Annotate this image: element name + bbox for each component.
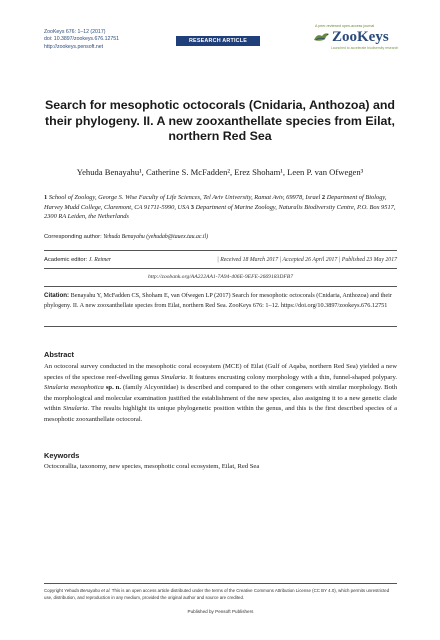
zookeys-logo-mark-icon — [313, 31, 331, 44]
author-list: Yehuda Benayahu¹, Catherine S. McFadden², Erez Shoham¹, Leen P. van Ofwegen³ — [76, 167, 364, 177]
journal-citation: ZooKeys 676: 1–12 (2017) — [44, 29, 106, 35]
citation-block — [44, 291, 397, 311]
zookeys-logo — [313, 24, 403, 54]
corresponding-author — [44, 234, 397, 240]
keywords-heading: Keywords — [44, 451, 80, 460]
divider — [44, 268, 397, 269]
abstract-part: (family Alcyoniidae) is described and compared to the other congeners with similar morphology. Both the morphological and molecular examination justified the establishment of the new species, also assigning it to a new genetic clade within — [44, 384, 397, 413]
sp-n-marker: sp. n. — [103, 384, 121, 392]
article-title: Search for mesophotic octocorals (Cnidaria, Anthozoa) and their phylogeny. II. A new zooxanthellate species from Eilat, northern Red Sea — [45, 98, 395, 144]
affiliation-number: 1 — [44, 194, 48, 201]
editorial-info — [44, 257, 397, 263]
copyright-holder: Yehuda Benayahu et al. — [64, 588, 111, 593]
affiliation-2: Department of Biology, Harvey Mudd College, Claremont, CA 91711-5990, USA — [44, 194, 387, 211]
copyright-prefix: Copyright — [44, 588, 65, 593]
divider — [44, 583, 397, 584]
citation-text: Benayahu Y, McFadden CS, Shoham E, van Ofwegen LP (2017) Search for mesophotic octocorals (Cnidaria, Anthozoa) and their phylogeny. II. A new zooxanthellate species from Eilat, northern Red Sea. ZooKeys 676: 1–12. https://doi.org/10.3897/zookeys.676.12751 — [44, 292, 392, 309]
journal-doi[interactable]: doi: 10.3897/zookeys.676.12751 — [44, 36, 119, 43]
keywords-text: Octocorallia, taxonomy, new species, mesophotic coral ecosystem, Eilat, Red Sea — [44, 463, 260, 470]
abstract-text — [44, 362, 397, 426]
divider — [44, 250, 397, 251]
divider — [44, 326, 397, 327]
copyright-notice — [44, 588, 397, 601]
research-article-badge: RESEARCH ARTICLE — [176, 36, 260, 46]
logo-wordmark: ZooKeys — [332, 29, 389, 45]
affiliation-3: Department of Marine Zoology, Naturalis Biodiversity Centre, P.O. Box 9517, 2300 RA Leiden, the Netherlands — [44, 203, 396, 221]
zoobank-link[interactable]: http://zoobank.org/AA222AA1-7A94-406E-9EFE-2669183DFB7 — [147, 274, 294, 280]
affiliation-1: School of Zoology, George S. Wise Faculty of Life Sciences, Tel Aviv University, Ramat Aviv, 69978, Israel — [48, 194, 321, 201]
corresponding-email-link[interactable]: Yehuda Benayahu (yehudab@tauex.tau.ac.il) — [103, 234, 209, 240]
species-name: Sinularia mesophotica — [44, 384, 104, 392]
genus-name: Sinularia — [161, 373, 186, 381]
journal-info — [44, 29, 119, 51]
abstract-part: An octocoral survey conducted in the mesophotic coral ecosystem (MCE) of Eilat (Gulf of Aqaba, northern Red Sea) yielded a new species of the speciose reef-dwelling genus — [44, 363, 397, 381]
license-text: This is an open access article distributed under the terms of the Creative Commons Attribution License (CC BY 4.0), which permits unrestricted use, distribution, and reproduction in any medium, provided the original author and source are credited. — [44, 588, 390, 600]
publication-dates: | Received 18 March 2017 | Accepted 26 April 2017 | Published 23 May 2017 — [217, 257, 397, 263]
logo-subline: Launched to accelerate biodiversity research — [331, 46, 399, 50]
abstract-heading: Abstract — [44, 350, 74, 359]
abstract-part: . It features encrusting colony morphology with a thin, funnel-shaped polypary. — [185, 373, 397, 381]
corresponding-label: Corresponding author: — [44, 234, 102, 240]
logo-tagline: A peer-reviewed open-access journal — [315, 24, 375, 28]
affiliation-number: 3 — [190, 203, 194, 211]
editor-label: Academic editor: — [44, 257, 88, 263]
genus-name: Sinularia — [62, 405, 88, 413]
citation-label: Citation: — [44, 292, 70, 299]
publisher-line: Published by Pensoft Publishers — [187, 609, 254, 614]
affiliation-number: 2 — [321, 194, 326, 201]
divider — [44, 286, 397, 287]
abstract-part: . The results highlight its unique phylogenetic position within the genus, and this is the first described species of a mesophotic zooxanthellate octocoral. — [44, 405, 397, 423]
journal-url[interactable]: http://zookeys.pensoft.net — [44, 43, 104, 50]
affiliations — [44, 193, 397, 222]
academic-editor: J. Reimer — [88, 257, 112, 263]
